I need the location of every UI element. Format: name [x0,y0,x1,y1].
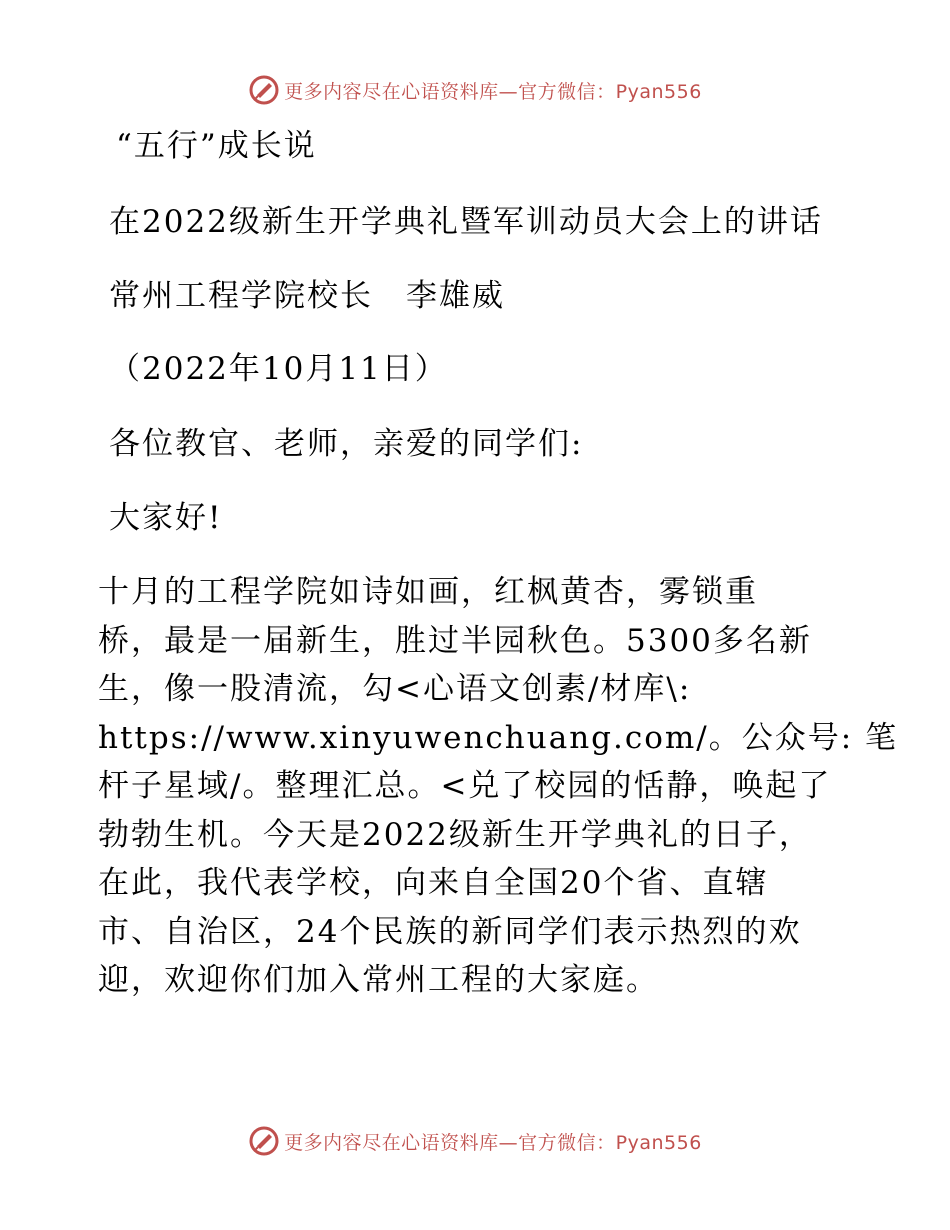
body-paragraph [98,568,899,1005]
library-logo-icon [248,1125,280,1157]
body-line: 市、自治区，24个民族的新同学们表示热烈的欢 [98,913,802,950]
body-line: 勃勃生机。今天是2022级新生开学典礼的日子， [98,816,812,853]
banner-text: 更多内容尽在心语资料库—官方微信：Pyan556 [284,80,702,103]
body-line: 杆子星域/。整理汇总。<兑了校园的恬静，唤起了 [98,768,832,804]
body-line: https://www.xinyuwenchuang.com/。公众号: 笔 [98,719,899,756]
library-logo-icon [248,74,280,106]
salutation: 各位教官、老师，亲爱的同学们: [109,426,584,462]
speech-subtitle: 在2022级新生开学典礼暨军训动员大会上的讲话 [109,204,823,240]
greeting-hello: 大家好! [109,500,223,536]
body-line: 迎，欢迎你们加入常州工程的大家庭。 [98,962,659,998]
banner-text: 更多内容尽在心语资料库—官方微信：Pyan556 [284,1131,702,1154]
header-banner [0,70,950,110]
speech-date: （2022年10月11日） [109,351,448,387]
body-line: 生，像一股清流，勾<心语文创素/材库\: [98,671,692,707]
footer-banner [0,1121,950,1161]
author-line: 常州工程学院校长 李雄威 [109,278,505,314]
body-line: 桥，最是一届新生，胜过半园秋色。5300多名新 [98,622,812,659]
body-line: 十月的工程学院如诗如画，红枫黄杏，雾锁重 [98,574,758,610]
body-line: 在此，我代表学校，向来自全国20个省、直辖 [98,865,769,901]
document-title: “五行”成长说 [116,128,317,164]
